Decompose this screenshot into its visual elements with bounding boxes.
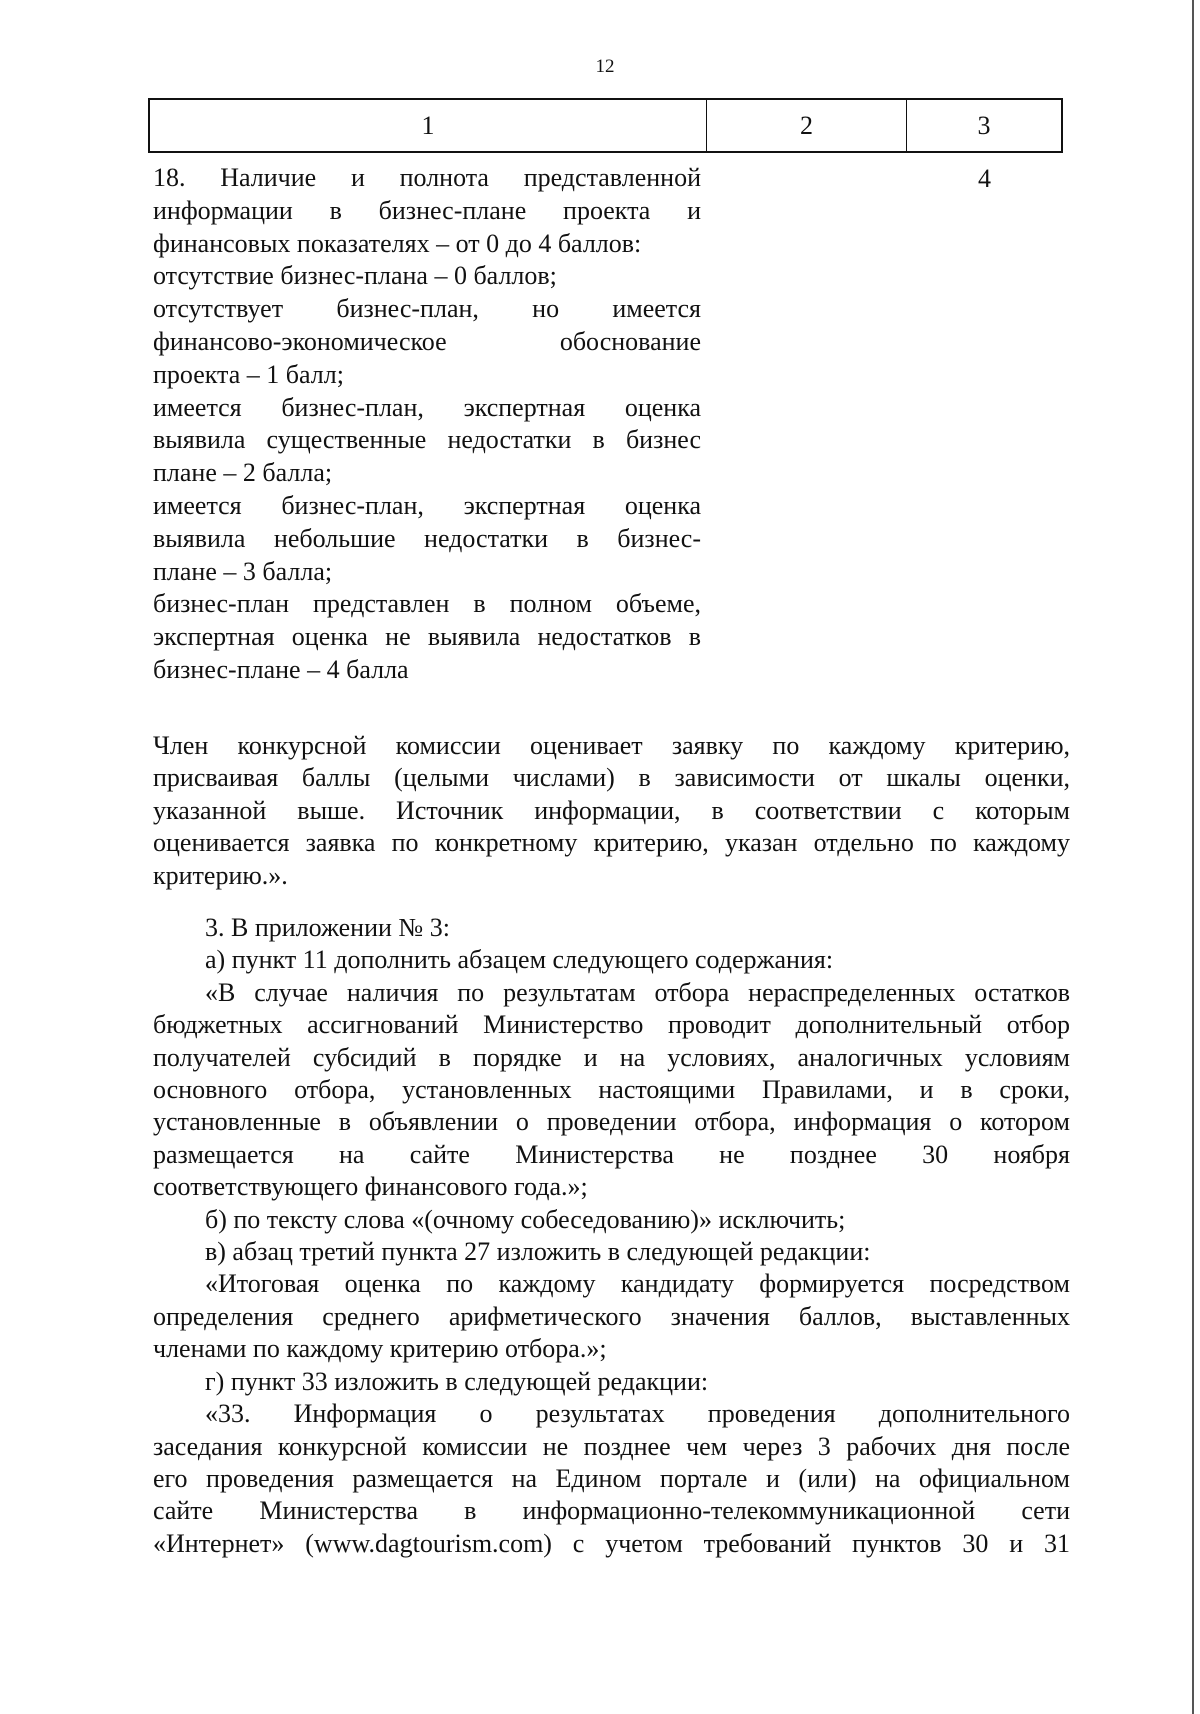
paragraph-line: указанной выше. Источник информации, в соответствии с которым	[153, 795, 1070, 825]
criterion-line: проекта – 1 балл;	[153, 359, 344, 389]
paragraph-line: установленные в объявлении о проведении отбора, информация о котором	[153, 1107, 1070, 1137]
criterion-line: отсутствие бизнес-плана – 0 баллов;	[153, 261, 557, 291]
amendment-item-v: в) абзац третий пункта 27 изложить в следующей редакции:	[205, 1237, 871, 1267]
section-heading: 3. В приложении № 3:	[205, 913, 450, 942]
criterion-line: плане – 3 балла;	[153, 556, 333, 586]
criterion-line: имеется бизнес-план, экспертная оценка	[153, 490, 701, 520]
amendment-item-g: г) пункт 33 изложить в следующей редакции:	[205, 1366, 709, 1396]
criterion-line: бизнес-план представлен в полном объеме,	[153, 589, 701, 619]
paragraph-line: «Итоговая оценка по каждому кандидату формируется посредством	[205, 1269, 1070, 1299]
criterion-line: бизнес-плане – 4 балла	[153, 654, 409, 684]
paragraph-line: Член конкурсной комиссии оценивает заявку по каждому критерию,	[153, 731, 1070, 760]
criterion-line: экспертная оценка не выявила недостатков в	[153, 622, 701, 652]
paragraph-line: оценивается заявка по конкретному критерию, указан отдельно по каждому	[153, 828, 1070, 858]
paragraph-line: критерию.».	[153, 860, 288, 890]
paragraph-line: «В случае наличия по результатам отбора нераспределенных остатков	[205, 977, 1070, 1007]
paragraph-line: бюджетных ассигнований Министерство проводит дополнительный отбор	[153, 1010, 1070, 1040]
amendment-item-b: б) по тексту слова «(очному собеседованию)» исключить;	[205, 1204, 846, 1234]
commission-paragraph	[153, 730, 1070, 892]
paragraph-line: сайте Министерства в информационно-телекоммуникационной сети	[153, 1496, 1070, 1526]
criterion-line: плане – 2 балла;	[153, 458, 333, 488]
paragraph-line: заседания конкурсной комиссии не позднее чем через 3 рабочих дня после	[153, 1431, 1070, 1461]
criterion-max-score: 4	[978, 164, 991, 193]
paragraph-line: его проведения размещается на Едином портале и (или) на официальном	[153, 1463, 1070, 1493]
table-header-row	[148, 98, 1063, 153]
amendment-item-a: а) пункт 11 дополнить абзацем следующего содержания:	[205, 945, 834, 975]
paragraph-line: «Интернет» (www.dagtourism.com) с учетом требований пунктов 30 и 31	[153, 1528, 1070, 1558]
criterion-line: отсутствует бизнес-план, но имеется	[153, 294, 701, 324]
criterion-line: имеется бизнес-план, экспертная оценка	[153, 392, 701, 422]
criterion-line: информации в бизнес-плане проекта и	[153, 195, 701, 225]
page-number: 12	[595, 56, 615, 77]
paragraph-line: основного отбора, установленных настоящими Правилами, и в сроки,	[153, 1075, 1070, 1105]
criterion-line: финансовых показателях – от 0 до 4 баллов:	[153, 228, 642, 258]
paragraph-line: соответствующего финансового года.»;	[153, 1172, 588, 1202]
criterion-line: финансово-экономическое обоснование	[153, 326, 701, 356]
criterion-line: выявила небольшие недостатки в бизнес-	[153, 523, 701, 553]
criterion-line: 18. Наличие и полнота представленной	[153, 163, 701, 192]
paragraph-line: определения среднего арифметического значения баллов, выставленных	[153, 1301, 1070, 1331]
criterion-18-text	[153, 162, 701, 687]
paragraph-line: «33. Информация о результатах проведения дополнительного	[205, 1399, 1070, 1429]
scan-edge-line	[1192, 0, 1194, 1714]
paragraph-line: членами по каждому критерию отбора.»;	[153, 1334, 607, 1364]
paragraph-line: получателей субсидий в порядке и на условиях, аналогичных условиям	[153, 1042, 1070, 1072]
paragraph-line: размещается на сайте Министерства не позднее 30 ноября	[153, 1139, 1070, 1169]
table-header-col-1: 1	[150, 100, 707, 151]
paragraph-line: присваивая баллы (целыми числами) в зависимости от шкалы оценки,	[153, 763, 1070, 793]
section-3-amendments	[153, 912, 1070, 1560]
table-header-col-3: 3	[977, 110, 991, 140]
table-header-col-2: 2	[707, 100, 907, 151]
criterion-line: выявила существенные недостатки в бизнес	[153, 425, 701, 455]
